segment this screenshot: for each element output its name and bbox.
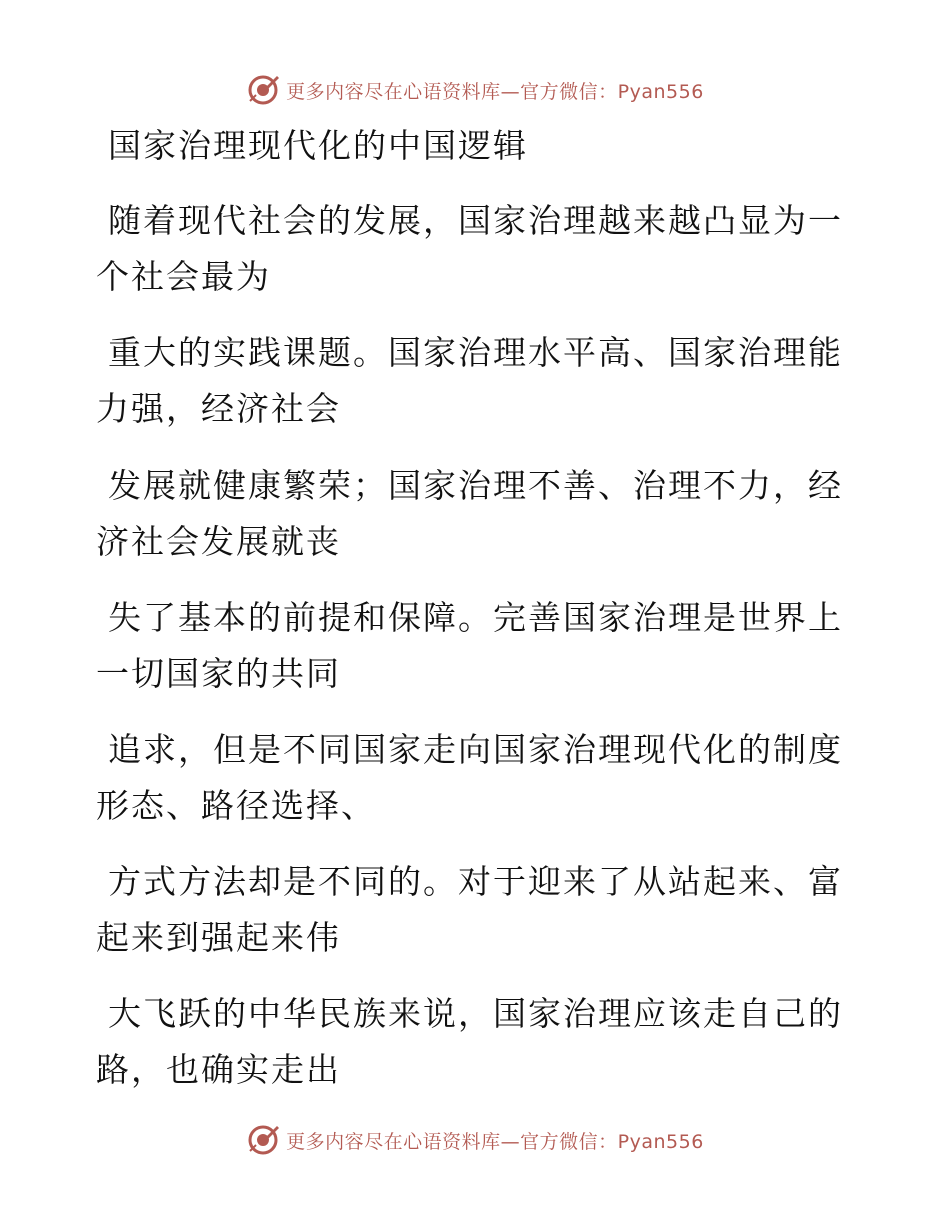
body-line: 大飞跃的中华民族来说，国家治理应该走自己的 bbox=[108, 994, 843, 1033]
body-line: 发展就健康繁荣；国家治理不善、治理不力，经 bbox=[108, 466, 843, 505]
body-line: 起来到强起来伟 bbox=[96, 918, 341, 957]
body-line: 形态、路径选择、 bbox=[96, 786, 376, 825]
body-line: 路，也确实走出 bbox=[96, 1050, 341, 1089]
watermark-group bbox=[246, 1123, 704, 1157]
pen-logo-icon bbox=[246, 1123, 280, 1157]
body-line: 一切国家的共同 bbox=[96, 654, 341, 693]
body-line: 随着现代社会的发展，国家治理越来越凸显为一 bbox=[108, 201, 843, 240]
footer-watermark bbox=[0, 1120, 950, 1160]
body-line: 失了基本的前提和保障。完善国家治理是世界上 bbox=[108, 598, 843, 637]
header-watermark bbox=[0, 70, 950, 110]
watermark-text: 更多内容尽在心语资料库—官方微信：Pyan556 bbox=[286, 80, 704, 103]
body-line: 力强，经济社会 bbox=[96, 389, 341, 428]
body-line: 追求，但是不同国家走向国家治理现代化的制度 bbox=[108, 730, 843, 769]
document-title: 国家治理现代化的中国逻辑 bbox=[108, 126, 528, 165]
body-line: 方式方法却是不同的。对于迎来了从站起来、富 bbox=[108, 862, 843, 901]
body-line: 济社会发展就丧 bbox=[96, 522, 341, 561]
watermark-group bbox=[246, 73, 704, 107]
pen-logo-icon bbox=[246, 73, 280, 107]
body-line: 个社会最为 bbox=[96, 257, 271, 296]
body-line: 重大的实践课题。国家治理水平高、国家治理能 bbox=[108, 333, 843, 372]
watermark-text: 更多内容尽在心语资料库—官方微信：Pyan556 bbox=[286, 1130, 704, 1153]
